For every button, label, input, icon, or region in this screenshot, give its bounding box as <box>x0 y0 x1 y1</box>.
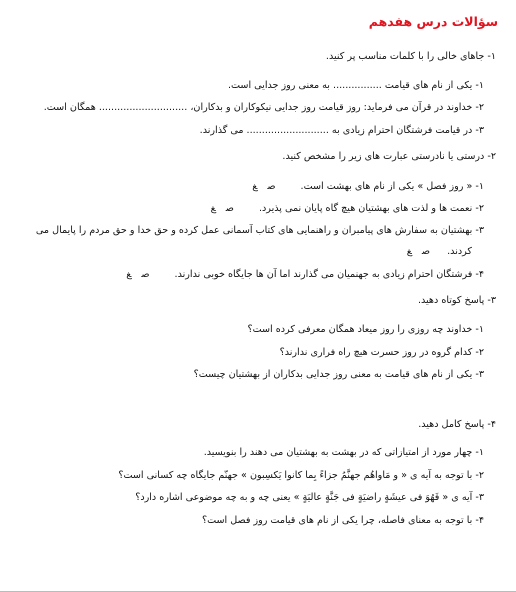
section-3-item-2: ۲- کدام گروه در روز حسرت هیچ راه فراری ندارند؟ <box>279 347 484 358</box>
section-1-item-2: ۲- خداوند در قرآن می فرماید: روز قیامت روز جدایی نیکوکاران و بدکاران، ............................. همگان است. <box>43 102 484 113</box>
section-2-item-3-tail: کردند. <box>447 246 472 257</box>
section-2-heading: ۲- درستی یا نادرستی عبارت های زیر را مشخص کنید. <box>282 151 496 162</box>
true-false-choice[interactable] <box>201 202 234 216</box>
true-label[interactable]: ص <box>141 269 150 280</box>
true-label[interactable]: ص <box>421 246 431 257</box>
true-false-choice[interactable] <box>397 245 430 259</box>
section-2-item-3: ۳- بهشتیان به سفارش های پیامبران و راهنمایی های کتاب آسمانی عمل کرده و حق خدا و حق مردم را پایمال می <box>35 225 484 236</box>
true-label[interactable]: ص <box>225 203 234 214</box>
section-4-item-2: ۲- با توجه به آیه ی « و مَاواهُم جهنَّمُ جزاءً بِما کانوا یَکسِبون » جهنّم جایگاه چه کسانی است؟ <box>118 470 484 481</box>
section-4-item-1: ۱- چهار مورد از امتیازاتی که در بهشت به بهشتیان می دهند را بنویسید. <box>203 447 484 458</box>
section-4-heading: ۴- پاسخ کامل دهید. <box>418 419 496 430</box>
section-2-item-1 <box>0 180 484 194</box>
section-1-item-3: ۳- در قیامت فرشتگان احترام زیادی به ........................... می گذارند. <box>199 125 484 136</box>
false-label[interactable]: غ <box>126 269 132 280</box>
section-1-item-1: ۱- یکی از نام های قیامت ................ به معنی روز جدایی است. <box>227 80 484 91</box>
section-4-item-4: ۴- با توجه به معنای فاصله، چرا یکی از نام های قیامت روز فصل است؟ <box>201 515 484 526</box>
page-title: سؤالات درس هفدهم <box>368 14 498 29</box>
section-4-item-3: ۳- آیه ی « فَهُوَ فی عیشَةٍ راضیَةٍ فی جَنَّةٍ عالیَةٍ » یعنی چه و به چه موضوعی اشاره دارد؟ <box>135 492 484 503</box>
section-2-item-3-continued <box>0 245 472 259</box>
section-2-item-1-text: ۱- « روز فصل » یکی از نام های بهشت است. <box>300 181 484 192</box>
true-label[interactable]: ص <box>267 181 276 192</box>
section-2-item-2 <box>0 202 484 216</box>
true-false-choice[interactable] <box>242 180 275 194</box>
section-2-item-2-text: ۲- نعمت ها و لذت های بهشتیان هیچ گاه پایان نمی پذیرد. <box>258 203 484 214</box>
false-label[interactable]: غ <box>210 203 216 214</box>
section-1-heading: ۱- جاهای خالی را با کلمات مناسب پر کنید. <box>325 51 496 62</box>
section-2-item-4-text: ۴- فرشتگان احترام زیادی به جهنمیان می گذارند اما آن ها جایگاه خوبی ندارند. <box>174 269 484 280</box>
section-3-item-1: ۱- خداوند چه روزی را روز میعاد همگان معرفی کرده است؟ <box>247 324 484 335</box>
false-label[interactable]: غ <box>252 181 258 192</box>
true-false-choice[interactable] <box>116 268 149 282</box>
section-3-heading: ۳- پاسخ کوتاه دهید. <box>417 295 496 306</box>
section-2-item-4 <box>0 268 484 282</box>
false-label[interactable]: غ <box>406 246 412 257</box>
section-3-item-3: ۳- یکی از نام های قیامت به معنی روز جدایی بدکاران از بهشتیان چیست؟ <box>193 369 484 380</box>
